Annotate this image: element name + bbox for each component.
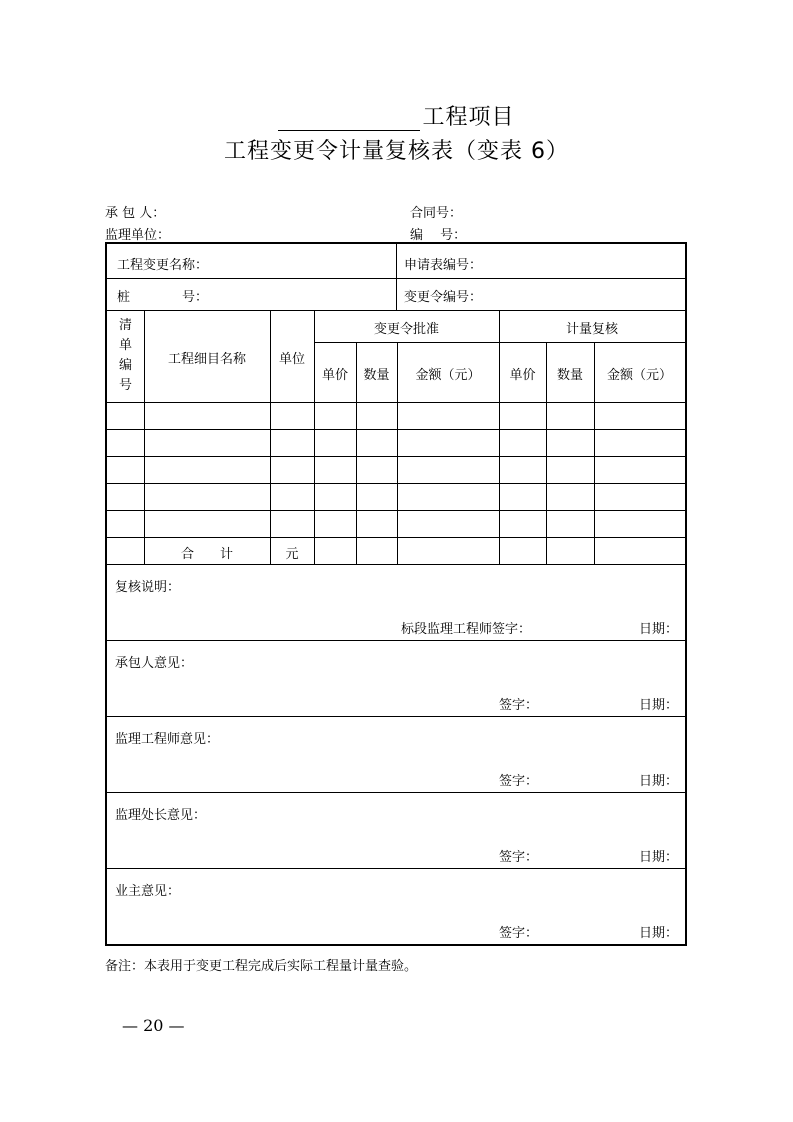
project-title-suffix: 工程项目 [422,105,515,130]
review-group-header: 计量复核 [565,322,618,337]
director-opinion-label: 监理处长意见： [115,808,207,823]
contractor-date-label: 日期： [639,698,679,713]
supervisor-unit-label: 监理单位： [105,228,171,243]
row-line [107,564,685,565]
row-line [107,483,685,484]
engineer-opinion-label: 监理工程师意见： [115,732,220,747]
row-line [107,456,685,457]
director-date-label: 日期： [639,850,679,865]
approved-amount-header: 金额（元） [415,368,481,383]
item-no-char: 号 [118,378,132,393]
col-line [499,310,500,564]
approved-group-header: 变更令批准 [373,322,439,337]
page-number: — 20 — [122,1016,185,1035]
project-name-blank [278,108,420,131]
owner-opinion-label: 业主意见： [115,884,181,899]
detail-name-header: 工程细目名称 [167,352,246,367]
total-unit: 元 [285,547,299,562]
item-no-header [107,316,144,396]
contractor-label: 承 包 人： [105,206,166,221]
row-line [107,792,685,793]
station-label: 桩 号： [117,290,209,305]
review-note-label: 复核说明： [115,580,181,595]
footer-note: 备注：本表用于变更工程完成后实际工程量计量查验。 [105,959,418,974]
review-date-label: 日期： [639,622,679,637]
row-line [107,640,685,641]
col-line [314,310,315,564]
section-engineer-sign-label: 标段监理工程师签字： [401,622,532,637]
serial-no-label: 编 号： [410,228,467,243]
review-quantity-header: 数量 [556,368,583,383]
contractor-sign-label: 签字： [499,698,539,713]
owner-sign-label: 签字： [499,926,539,941]
row-line [107,510,685,511]
row-line [107,310,685,311]
form-table [105,242,687,946]
engineer-date-label: 日期： [639,774,679,789]
contractor-opinion-label: 承包人意见： [115,656,194,671]
row-line [107,537,685,538]
contract-no-label: 合同号： [410,206,463,221]
col-line [396,244,397,310]
form-title: 工程变更令计量复核表（变表 6） [224,139,569,164]
approved-quantity-header: 数量 [363,368,390,383]
total-label: 合 计 [180,547,233,562]
change-order-no-label: 变更令编号： [404,290,483,305]
item-no-char: 清 [118,318,132,333]
row-line [107,868,685,869]
row-line [107,429,685,430]
engineer-sign-label: 签字： [499,774,539,789]
unit-header: 单位 [278,352,305,367]
item-no-char: 编 [118,358,132,373]
change-name-label: 工程变更名称： [117,258,209,273]
director-sign-label: 签字： [499,850,539,865]
approved-unit-price-header: 单价 [321,368,348,383]
review-unit-price-header: 单价 [509,368,536,383]
item-no-char: 单 [118,338,132,353]
row-line [107,402,685,403]
request-no-label: 申请表编号： [404,258,483,273]
review-amount-header: 金额（元） [606,368,672,383]
owner-date-label: 日期： [639,926,679,941]
row-line [107,716,685,717]
project-title [0,100,793,131]
